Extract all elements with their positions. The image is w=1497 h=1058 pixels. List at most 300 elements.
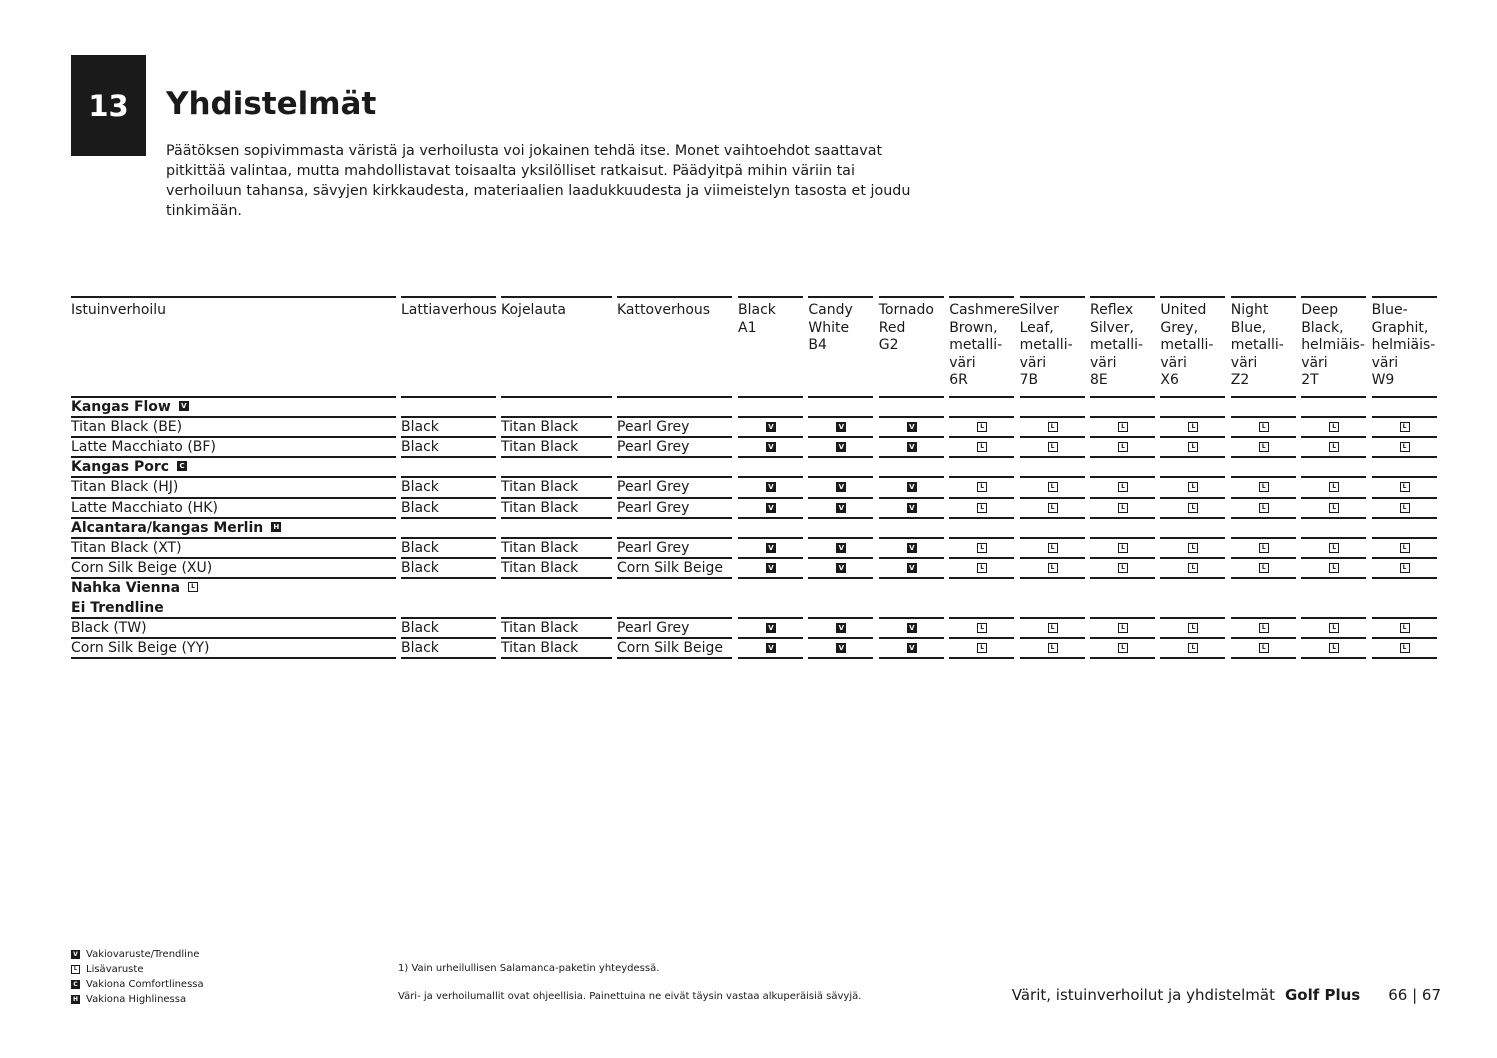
- cell-floor: Black: [401, 559, 439, 576]
- row-divider: [1231, 476, 1296, 478]
- row-divider: [1231, 617, 1296, 619]
- row-divider: [1020, 537, 1085, 539]
- option-mark-icon: L: [977, 643, 987, 653]
- footer-brand: Golf Plus: [1284, 986, 1361, 1004]
- standard-mark-icon: V: [836, 482, 846, 492]
- row-divider: [1301, 617, 1366, 619]
- option-mark-icon: L: [977, 503, 987, 513]
- header-paint-line: Graphit,: [1371, 319, 1429, 336]
- row-divider: [738, 557, 803, 559]
- header-paint-line: Silver,: [1090, 319, 1134, 336]
- row-divider: [1160, 657, 1225, 659]
- header-paint-line: väri: [1090, 354, 1117, 371]
- row-divider: [738, 396, 803, 398]
- row-divider: [1231, 557, 1296, 559]
- option-mark-icon: L: [977, 623, 987, 633]
- row-divider: [1231, 497, 1296, 499]
- row-divider: [1372, 517, 1437, 519]
- row-divider: [808, 476, 873, 478]
- option-mark-icon: L: [977, 563, 987, 573]
- row-divider: [1160, 497, 1225, 499]
- option-mark-icon: L: [1048, 482, 1058, 492]
- group-heading: [71, 519, 281, 537]
- cell-seat: Corn Silk Beige (YY): [71, 640, 210, 657]
- header-paint-line: Grey,: [1160, 319, 1199, 336]
- header-paint-line: Reflex: [1090, 302, 1134, 318]
- trim-level-badge-icon: L: [188, 582, 198, 592]
- header-paint-line: helmiäis-: [1301, 337, 1365, 354]
- header-paint-line: metalli-: [1019, 337, 1073, 354]
- row-divider: [1372, 537, 1437, 539]
- row-divider: [1160, 557, 1225, 559]
- header-paint-line: metalli-: [1230, 337, 1284, 354]
- row-divider: [879, 557, 944, 559]
- option-mark-icon: L: [1188, 543, 1198, 553]
- option-mark-icon: L: [1400, 442, 1410, 452]
- legend-label: Lisävaruste: [86, 964, 144, 975]
- row-divider: [1090, 476, 1155, 478]
- group-label: Ei Trendline: [71, 600, 164, 616]
- row-divider: [808, 637, 873, 639]
- cell-floor: Black: [401, 640, 439, 657]
- row-divider: [808, 416, 873, 418]
- option-mark-icon: L: [1188, 442, 1198, 452]
- option-mark-icon: L: [1259, 482, 1269, 492]
- header-paint-line: Red: [878, 319, 906, 336]
- row-divider: [1090, 537, 1155, 539]
- cell-dash: Titan Black: [501, 499, 579, 516]
- option-mark-icon: L: [1329, 482, 1339, 492]
- cell-floor: Black: [401, 479, 439, 496]
- header-paint-line: väri: [1230, 354, 1258, 371]
- row-divider: [949, 436, 1014, 438]
- option-mark-icon: L: [1400, 643, 1410, 653]
- option-mark-icon: L: [1188, 482, 1198, 492]
- highline-badge-icon: H: [72, 996, 79, 1003]
- standard-mark-icon: V: [766, 503, 776, 513]
- option-mark-icon: L: [1329, 442, 1339, 452]
- trim-level-badge-icon: C: [177, 461, 187, 471]
- header-paint-line: helmiäis-: [1371, 337, 1436, 354]
- row-divider: [401, 577, 496, 579]
- row-divider: [949, 497, 1014, 499]
- group-label: Kangas Porc: [71, 459, 170, 476]
- row-divider: [1372, 497, 1437, 499]
- standard-mark-icon: V: [907, 442, 917, 452]
- header-paint: [1372, 302, 1436, 390]
- option-mark-icon: L: [1048, 543, 1058, 553]
- standard-mark-icon: V: [907, 623, 917, 633]
- row-divider: [808, 497, 873, 499]
- page-footer: [1012, 986, 1441, 1004]
- row-divider: [1090, 517, 1155, 519]
- header-paint-line: 2T: [1301, 372, 1319, 389]
- row-divider: [501, 577, 612, 579]
- standard-mark-icon: V: [836, 563, 846, 573]
- option-mark-icon: L: [1188, 623, 1198, 633]
- header-seat: Istuinverhoilu: [71, 302, 167, 318]
- row-divider: [1160, 476, 1225, 478]
- row-divider: [949, 557, 1014, 559]
- row-divider: [1090, 456, 1155, 458]
- row-divider: [808, 577, 873, 579]
- header-paint: [949, 302, 1020, 390]
- row-divider: [1372, 617, 1437, 619]
- row-divider: [1372, 476, 1437, 478]
- row-divider: [617, 657, 732, 659]
- footer-section: Värit, istuinverhoilut ja yhdistelmät: [1011, 986, 1275, 1004]
- header-paint-line: Blue,: [1230, 319, 1267, 336]
- option-mark-icon: L: [1048, 643, 1058, 653]
- row-divider: [738, 577, 803, 579]
- group-heading: [71, 458, 187, 476]
- trim-level-badge-icon: H: [271, 522, 281, 532]
- row-divider: [1231, 537, 1296, 539]
- standard-mark-icon: V: [836, 543, 846, 553]
- row-divider: [879, 537, 944, 539]
- option-mark-icon: L: [1118, 422, 1128, 432]
- option-mark-icon: L: [1329, 643, 1339, 653]
- option-mark-icon: L: [1118, 543, 1128, 553]
- row-divider: [949, 657, 1014, 659]
- header-paint-line: metalli-: [949, 337, 1003, 354]
- row-divider: [1372, 557, 1437, 559]
- cell-seat: Latte Macchiato (HK): [71, 499, 218, 516]
- header-paint-line: Blue-: [1371, 302, 1408, 318]
- header-paint-line: United: [1160, 302, 1207, 318]
- group-heading: [71, 599, 164, 617]
- row-divider: [1160, 537, 1225, 539]
- comfortline-badge-icon: C: [71, 980, 80, 989]
- trim-level-badge-icon: V: [179, 401, 189, 411]
- header-paint-line: Deep: [1301, 302, 1339, 318]
- row-divider: [1160, 396, 1225, 398]
- header-paint: [1160, 302, 1213, 390]
- option-mark-icon: L: [1400, 543, 1410, 553]
- cell-roof: Pearl Grey: [617, 419, 690, 436]
- row-divider: [1372, 416, 1437, 418]
- option-mark-icon: L: [1188, 422, 1198, 432]
- group-heading: [71, 579, 198, 597]
- standard-badge-icon: V: [71, 950, 80, 959]
- row-divider: [1020, 557, 1085, 559]
- header-paint: [1231, 302, 1284, 390]
- option-mark-icon: L: [1400, 482, 1410, 492]
- header-paint: [1020, 302, 1073, 390]
- cell-floor: Black: [401, 620, 439, 637]
- legend-item-standard: [71, 947, 204, 962]
- cell-dash: Titan Black: [501, 539, 579, 556]
- row-divider: [1372, 637, 1437, 639]
- row-divider: [808, 557, 873, 559]
- standard-mark-icon: V: [836, 623, 846, 633]
- cell-roof: Pearl Grey: [617, 620, 690, 637]
- row-divider: [1020, 416, 1085, 418]
- option-mark-icon: L: [1400, 422, 1410, 432]
- row-divider: [401, 657, 496, 659]
- row-divider: [1231, 517, 1296, 519]
- cell-dash: Titan Black: [501, 419, 579, 436]
- row-divider: [949, 476, 1014, 478]
- header-paint-line: White: [808, 319, 850, 336]
- cell-roof: Pearl Grey: [617, 499, 690, 516]
- row-divider: [401, 396, 496, 398]
- option-mark-icon: L: [1048, 623, 1058, 633]
- row-divider: [1372, 577, 1437, 579]
- legend-item-highline: [71, 992, 204, 1007]
- row-divider: [738, 456, 803, 458]
- option-mark-icon: L: [1048, 563, 1058, 573]
- option-mark-icon: L: [1048, 422, 1058, 432]
- header-paint-line: A1: [738, 319, 757, 336]
- legend-label: Vakiovaruste/Trendline: [86, 949, 200, 960]
- option-mark-icon: L: [1400, 623, 1410, 633]
- row-divider: [879, 416, 944, 418]
- row-divider: [1020, 637, 1085, 639]
- header-paint-line: 8E: [1090, 372, 1108, 389]
- row-divider: [1020, 497, 1085, 499]
- row-divider: [738, 497, 803, 499]
- option-mark-icon: L: [1118, 623, 1128, 633]
- row-divider: [808, 456, 873, 458]
- row-divider: [1160, 456, 1225, 458]
- row-divider: [1160, 577, 1225, 579]
- row-divider: [879, 497, 944, 499]
- header-paint-line: W9: [1371, 372, 1395, 389]
- row-divider: [879, 657, 944, 659]
- cell-floor: Black: [401, 439, 439, 456]
- header-paint-line: väri: [949, 354, 976, 371]
- row-divider: [1372, 396, 1437, 398]
- option-mark-icon: L: [1118, 503, 1128, 513]
- header-paint-line: B4: [808, 337, 827, 354]
- cell-seat: Latte Macchiato (BF): [71, 439, 216, 456]
- row-divider: [401, 517, 496, 519]
- row-divider: [879, 456, 944, 458]
- option-mark-icon: L: [1259, 623, 1269, 633]
- row-divider: [949, 577, 1014, 579]
- row-divider: [617, 517, 732, 519]
- cell-dash: Titan Black: [501, 559, 579, 576]
- row-divider: [949, 537, 1014, 539]
- row-divider: [1160, 517, 1225, 519]
- row-divider: [949, 617, 1014, 619]
- row-divider: [738, 436, 803, 438]
- row-divider: [949, 637, 1014, 639]
- header-paint-line: metalli-: [1160, 337, 1214, 354]
- header-paint-line: metalli-: [1090, 337, 1144, 354]
- option-mark-icon: L: [1400, 563, 1410, 573]
- option-mark-icon: L: [977, 442, 987, 452]
- page-numbers: 66 | 67: [1388, 986, 1441, 1004]
- header-paint-line: Night: [1230, 302, 1269, 318]
- row-divider: [1090, 396, 1155, 398]
- row-divider: [808, 396, 873, 398]
- header-paint: [808, 302, 852, 355]
- row-divider: [617, 577, 732, 579]
- legend-label: Vakiona Highlinessa: [86, 994, 187, 1005]
- option-mark-icon: L: [1329, 543, 1339, 553]
- standard-mark-icon: V: [907, 563, 917, 573]
- row-divider: [71, 657, 396, 659]
- option-mark-icon: L: [1259, 563, 1269, 573]
- cell-roof: Corn Silk Beige: [617, 640, 724, 657]
- header-paint-line: G2: [878, 337, 899, 354]
- group-label: Nahka Vienna: [71, 579, 181, 596]
- header-paint-line: Tornado: [878, 302, 934, 318]
- option-mark-icon: L: [1329, 503, 1339, 513]
- row-divider: [1090, 577, 1155, 579]
- row-divider: [1090, 617, 1155, 619]
- row-divider: [1231, 416, 1296, 418]
- legend-item-option: [71, 962, 204, 977]
- row-divider: [1301, 416, 1366, 418]
- standard-mark-icon: V: [907, 422, 917, 432]
- header-floor: Lattiaverhous: [401, 302, 497, 318]
- row-divider: [1090, 657, 1155, 659]
- row-divider: [1372, 436, 1437, 438]
- header-paint-line: väri: [1019, 354, 1047, 371]
- header-paint-line: Cashmere: [949, 302, 1021, 318]
- cell-roof: Pearl Grey: [617, 439, 690, 456]
- header-paint: [879, 302, 934, 355]
- standard-mark-icon: V: [907, 503, 917, 513]
- intro-paragraph: Päätöksen sopivimmasta väristä ja verhoilusta voi jokainen tehdä itse. Monet vaihtoehdot saattavat pitkittää valintaa, mutta mahdollistavat toisaalta yksilölliset ratkaisut. Päädyitpä mihin väriin tai verhoiluun tahansa, sävyjen kirkkaudesta, materiaalien laadukkuudesta ja viimeistelyn tasosta et joudu tinkimään.: [166, 143, 911, 219]
- row-divider: [1090, 497, 1155, 499]
- standard-mark-icon: V: [766, 543, 776, 553]
- row-divider: [1020, 657, 1085, 659]
- option-mark-icon: L: [1329, 623, 1339, 633]
- option-badge-icon: L: [71, 965, 80, 974]
- cell-seat: Titan Black (HJ): [71, 479, 179, 496]
- standard-mark-icon: V: [907, 643, 917, 653]
- row-divider: [1020, 577, 1085, 579]
- option-mark-icon: L: [1118, 563, 1128, 573]
- row-divider: [1231, 436, 1296, 438]
- row-divider: [1372, 657, 1437, 659]
- header-roof: Kattoverhous: [617, 302, 711, 318]
- header-paint-line: väri: [1371, 354, 1399, 371]
- row-divider: [808, 436, 873, 438]
- cell-roof: Corn Silk Beige: [617, 559, 724, 576]
- standard-mark-icon: V: [836, 442, 846, 452]
- cell-floor: Black: [401, 539, 439, 556]
- header-paint-line: X6: [1160, 372, 1179, 389]
- row-divider: [879, 396, 944, 398]
- option-mark-icon: L: [1329, 422, 1339, 432]
- cell-dash: Titan Black: [501, 439, 579, 456]
- header-paint-line: väri: [1160, 354, 1187, 371]
- row-divider: [1160, 637, 1225, 639]
- cell-seat: Black (TW): [71, 620, 147, 637]
- row-divider: [1301, 396, 1366, 398]
- cell-roof: Pearl Grey: [617, 539, 690, 556]
- option-mark-icon: L: [1118, 482, 1128, 492]
- row-divider: [879, 476, 944, 478]
- header-paint: [1090, 302, 1143, 390]
- row-divider: [879, 436, 944, 438]
- group-heading: [71, 398, 189, 416]
- standard-mark-icon: V: [836, 503, 846, 513]
- cell-seat: Titan Black (XT): [71, 539, 182, 556]
- row-divider: [949, 517, 1014, 519]
- row-divider: [1090, 436, 1155, 438]
- row-divider: [738, 416, 803, 418]
- legend-label: Vakiona Comfortlinessa: [86, 979, 204, 990]
- header-paint-line: Black: [738, 302, 776, 318]
- row-divider: [808, 657, 873, 659]
- header-paint-line: väri: [1301, 354, 1328, 371]
- header-paint-line: Candy: [808, 302, 853, 318]
- option-mark-icon: L: [977, 482, 987, 492]
- row-divider: [738, 476, 803, 478]
- row-divider: [617, 456, 732, 458]
- cell-roof: Pearl Grey: [617, 479, 690, 496]
- row-divider: [1160, 617, 1225, 619]
- header-paint-line: Brown,: [949, 319, 998, 336]
- option-mark-icon: L: [977, 422, 987, 432]
- row-divider: [1020, 456, 1085, 458]
- row-divider: [1301, 657, 1366, 659]
- standard-mark-icon: V: [766, 643, 776, 653]
- row-divider: [949, 456, 1014, 458]
- row-divider: [738, 637, 803, 639]
- option-mark-icon: L: [1259, 442, 1269, 452]
- row-divider: [1301, 456, 1366, 458]
- option-mark-icon: L: [1259, 643, 1269, 653]
- disclaimer: Väri- ja verhoilumallit ovat ohjeellisia. Painettuina ne eivät täysin vastaa alkuperäisiä sävyjä.: [398, 991, 862, 1002]
- row-divider: [501, 657, 612, 659]
- header-paint-line: 6R: [949, 372, 968, 389]
- standard-mark-icon: V: [766, 442, 776, 452]
- row-divider: [1020, 396, 1085, 398]
- row-divider: [401, 456, 496, 458]
- option-mark-icon: L: [1259, 543, 1269, 553]
- row-divider: [1301, 537, 1366, 539]
- cell-floor: Black: [401, 419, 439, 436]
- row-divider: [501, 517, 612, 519]
- option-mark-icon: L: [1118, 643, 1128, 653]
- row-divider: [738, 617, 803, 619]
- chapter-number-text: 13: [88, 88, 129, 123]
- group-label: Kangas Flow: [71, 399, 171, 415]
- row-divider: [879, 617, 944, 619]
- header-paint-line: Silver: [1019, 302, 1059, 318]
- row-divider: [879, 517, 944, 519]
- row-divider: [738, 517, 803, 519]
- cell-seat: Corn Silk Beige (XU): [71, 559, 213, 576]
- row-divider: [1020, 617, 1085, 619]
- option-mark-icon: L: [1188, 503, 1198, 513]
- row-divider: [1231, 577, 1296, 579]
- row-divider: [1231, 657, 1296, 659]
- cell-seat: Titan Black (BE): [71, 419, 183, 436]
- row-divider: [1301, 557, 1366, 559]
- row-divider: [738, 537, 803, 539]
- standard-mark-icon: V: [907, 543, 917, 553]
- option-mark-icon: L: [1048, 442, 1058, 452]
- standard-mark-icon: V: [907, 482, 917, 492]
- cell-dash: Titan Black: [501, 640, 579, 657]
- standard-mark-icon: V: [766, 623, 776, 633]
- header-paint-line: Black,: [1301, 319, 1344, 336]
- header-paint-line: 7B: [1019, 372, 1039, 389]
- row-divider: [808, 537, 873, 539]
- row-divider: [1301, 517, 1366, 519]
- standard-mark-icon: V: [766, 422, 776, 432]
- option-mark-icon: L: [1329, 563, 1339, 573]
- row-divider: [1372, 456, 1437, 458]
